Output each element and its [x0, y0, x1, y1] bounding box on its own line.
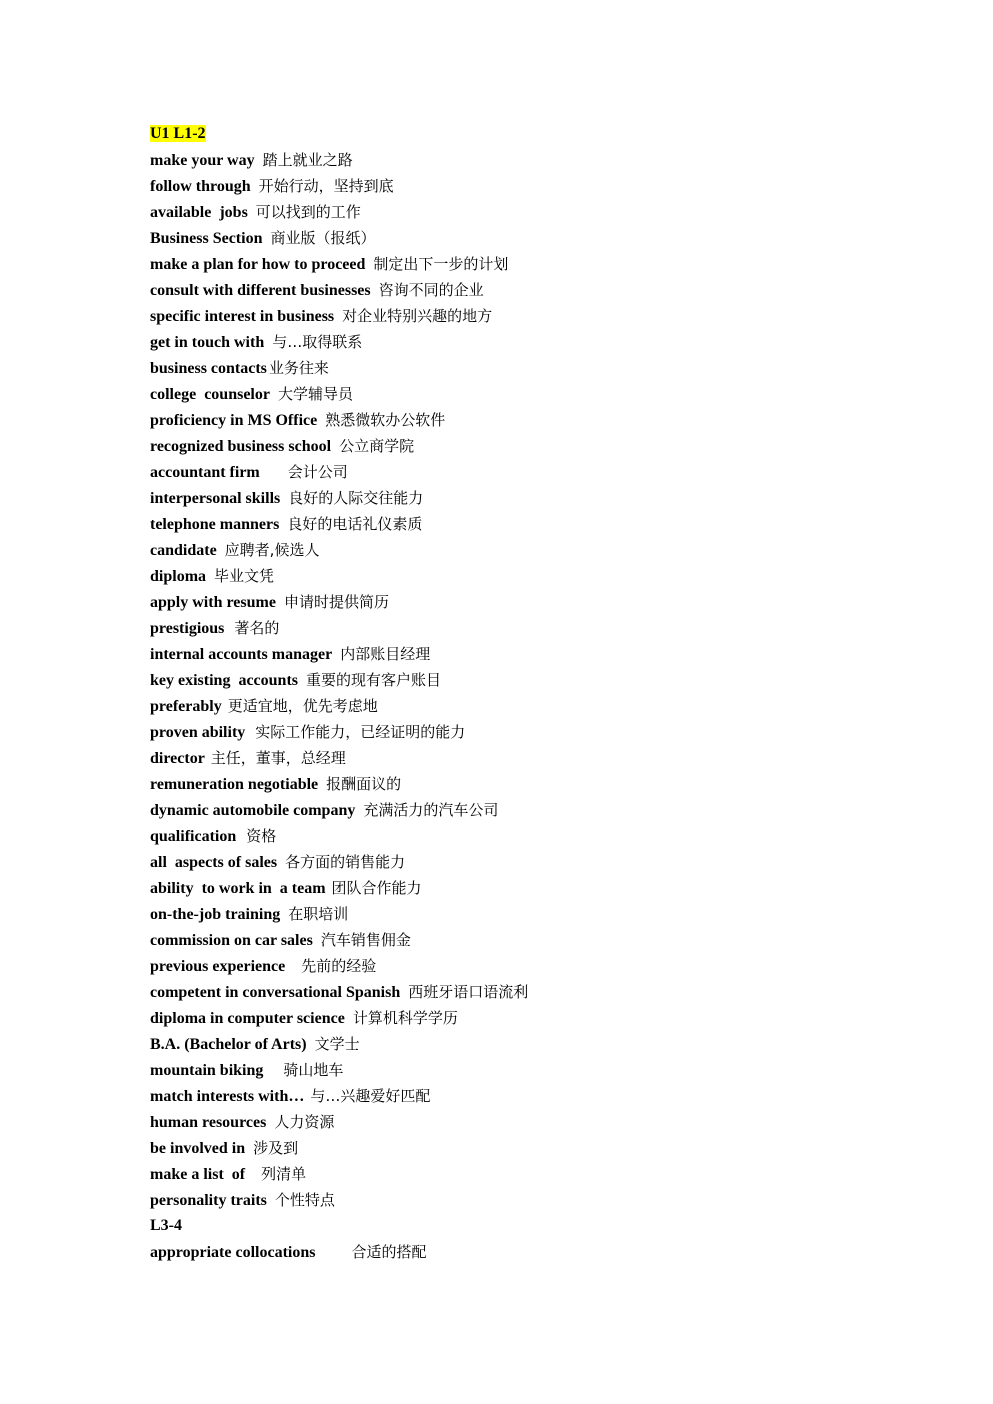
chinese-translation: 资格: [246, 827, 277, 845]
english-term: make a plan for how to proceed: [150, 256, 366, 273]
vocab-entry: [150, 459, 930, 485]
english-term: key existing accounts: [150, 672, 298, 689]
chinese-translation: 对企业特别兴趣的地方: [342, 307, 493, 325]
vocab-entry: [150, 485, 930, 511]
vocab-entry: [150, 1057, 930, 1083]
english-term: make a list of: [150, 1166, 246, 1183]
vocab-entry: [150, 251, 930, 277]
chinese-translation: 熟悉微软办公软件: [325, 411, 446, 429]
vocab-entry: [150, 355, 930, 381]
english-term: on-the-job training: [150, 906, 281, 923]
vocab-entry: [150, 511, 930, 537]
chinese-translation: 先前的经验: [301, 957, 377, 975]
vocab-entry: [150, 641, 930, 667]
english-term: proficiency in MS Office: [150, 412, 318, 429]
chinese-translation: 与…取得联系: [272, 333, 363, 351]
english-term: commission on car sales: [150, 932, 313, 949]
vocab-entry: [150, 199, 930, 225]
vocab-entry: [150, 797, 930, 823]
vocab-entry: [150, 745, 930, 771]
vocab-entry: [150, 979, 930, 1005]
vocab-entry: [150, 303, 930, 329]
vocab-entry: [150, 225, 930, 251]
vocab-entry: [150, 1083, 930, 1109]
chinese-translation: 良好的人际交往能力: [288, 489, 424, 507]
chinese-translation: 与…兴趣爱好匹配: [310, 1087, 431, 1105]
vocab-entry: [150, 1239, 930, 1265]
english-term: B.A. (Bachelor of Arts): [150, 1036, 307, 1053]
english-term: specific interest in business: [150, 308, 335, 325]
english-term: all aspects of sales: [150, 854, 278, 871]
vocabulary-list-l3-4: [150, 1239, 930, 1265]
chinese-translation: 业务往来: [268, 359, 329, 377]
vocab-entry: [150, 173, 930, 199]
english-term: previous experience: [150, 958, 286, 975]
chinese-translation: 各方面的销售能力: [285, 853, 406, 871]
chinese-translation: 充满活力的汽车公司: [363, 801, 499, 819]
highlighted-heading-text: U1 L1-2: [150, 125, 206, 142]
chinese-translation: 西班牙语口语流利: [408, 983, 529, 1001]
english-term: mountain biking: [150, 1062, 264, 1079]
vocab-entry: [150, 771, 930, 797]
english-term: prestigious: [150, 620, 225, 637]
vocab-entry: [150, 563, 930, 589]
section-heading-l3-4: L3-4: [150, 1217, 182, 1234]
vocab-entry: [150, 927, 930, 953]
chinese-translation: 公立商学院: [339, 437, 415, 455]
chinese-translation: 良好的电话礼仪素质: [287, 515, 423, 533]
vocab-entry: [150, 147, 930, 173]
chinese-translation: 内部账目经理: [340, 645, 431, 663]
vocab-entry: [150, 407, 930, 433]
vocab-entry: [150, 589, 930, 615]
vocab-entry: [150, 953, 930, 979]
vocab-entry: [150, 719, 930, 745]
vocabulary-document: [150, 121, 930, 1265]
chinese-translation: 个性特点: [274, 1191, 335, 1209]
english-term: business contacts: [150, 360, 267, 377]
english-term: Business Section: [150, 230, 263, 247]
chinese-translation: 涉及到: [253, 1139, 299, 1157]
english-term: internal accounts manager: [150, 646, 333, 663]
english-term: interpersonal skills: [150, 490, 281, 507]
chinese-translation: 重要的现有客户账目: [306, 671, 442, 689]
chinese-translation: 咨询不同的企业: [378, 281, 484, 299]
vocab-entry: [150, 1031, 930, 1057]
chinese-translation: 主任，董事，总经理: [210, 749, 346, 767]
vocab-entry: [150, 381, 930, 407]
english-term: be involved in: [150, 1140, 246, 1157]
vocabulary-list-l1-2: [150, 147, 930, 1213]
vocab-entry: [150, 849, 930, 875]
english-term: human resources: [150, 1114, 267, 1131]
english-term: match interests with…: [150, 1088, 305, 1105]
english-term: personality traits: [150, 1192, 267, 1209]
english-term: consult with different businesses: [150, 282, 371, 299]
chinese-translation: 应聘者,候选人: [224, 541, 320, 559]
vocab-entry: [150, 1109, 930, 1135]
vocab-entry: [150, 277, 930, 303]
vocab-entry: [150, 433, 930, 459]
chinese-translation: 著名的: [234, 619, 280, 637]
section-heading-u1-l1-2: [150, 121, 930, 147]
vocab-entry: [150, 537, 930, 563]
chinese-translation: 骑山地车: [283, 1061, 344, 1079]
chinese-translation: 文学士: [314, 1035, 360, 1053]
chinese-translation: 计算机科学学历: [352, 1009, 458, 1027]
vocab-entry: [150, 1161, 930, 1187]
chinese-translation: 毕业文凭: [214, 567, 275, 585]
english-term: diploma: [150, 568, 207, 585]
english-term: get in touch with: [150, 334, 265, 351]
chinese-translation: 开始行动，坚持到底: [258, 177, 394, 195]
chinese-translation: 大学辅导员: [277, 385, 353, 403]
chinese-translation: 团队合作能力: [331, 879, 422, 897]
english-term: preferably: [150, 698, 222, 715]
vocab-entry: [150, 875, 930, 901]
chinese-translation: 报酬面议的: [326, 775, 402, 793]
english-term: qualification: [150, 828, 237, 845]
vocab-entry: [150, 615, 930, 641]
english-term: dynamic automobile company: [150, 802, 356, 819]
chinese-translation: 在职培训: [288, 905, 349, 923]
vocab-entry: [150, 901, 930, 927]
english-term: telephone manners: [150, 516, 280, 533]
vocab-entry: [150, 329, 930, 355]
vocab-entry: [150, 1005, 930, 1031]
english-term: recognized business school: [150, 438, 332, 455]
english-term: competent in conversational Spanish: [150, 984, 401, 1001]
vocab-entry: [150, 693, 930, 719]
english-term: apply with resume: [150, 594, 276, 611]
english-term: ability to work in a team: [150, 880, 326, 897]
chinese-translation: 合适的搭配: [351, 1243, 427, 1261]
vocab-entry: [150, 1187, 930, 1213]
vocab-entry: [150, 823, 930, 849]
english-term: director: [150, 750, 205, 767]
english-term: appropriate collocations: [150, 1244, 316, 1261]
vocab-entry: [150, 1135, 930, 1161]
english-term: follow through: [150, 178, 251, 195]
english-term: diploma in computer science: [150, 1010, 345, 1027]
vocab-entry: [150, 667, 930, 693]
chinese-translation: 汽车销售佣金: [320, 931, 411, 949]
chinese-translation: 会计公司: [287, 463, 348, 481]
english-term: available jobs: [150, 204, 248, 221]
chinese-translation: 制定出下一步的计划: [373, 255, 509, 273]
chinese-translation: 商业版（报纸）: [270, 229, 376, 247]
english-term: make your way: [150, 152, 255, 169]
chinese-translation: 人力资源: [274, 1113, 335, 1131]
english-term: college counselor: [150, 386, 270, 403]
english-term: accountant firm: [150, 464, 260, 481]
chinese-translation: 申请时提供简历: [283, 593, 389, 611]
chinese-translation: 实际工作能力，已经证明的能力: [255, 723, 466, 741]
chinese-translation: 踏上就业之路: [262, 151, 353, 169]
english-term: candidate: [150, 542, 217, 559]
chinese-translation: 更适宜地，优先考虑地: [227, 697, 378, 715]
chinese-translation: 可以找到的工作: [255, 203, 361, 221]
english-term: proven ability: [150, 724, 246, 741]
chinese-translation: 列清单: [261, 1165, 307, 1183]
english-term: remuneration negotiable: [150, 776, 319, 793]
